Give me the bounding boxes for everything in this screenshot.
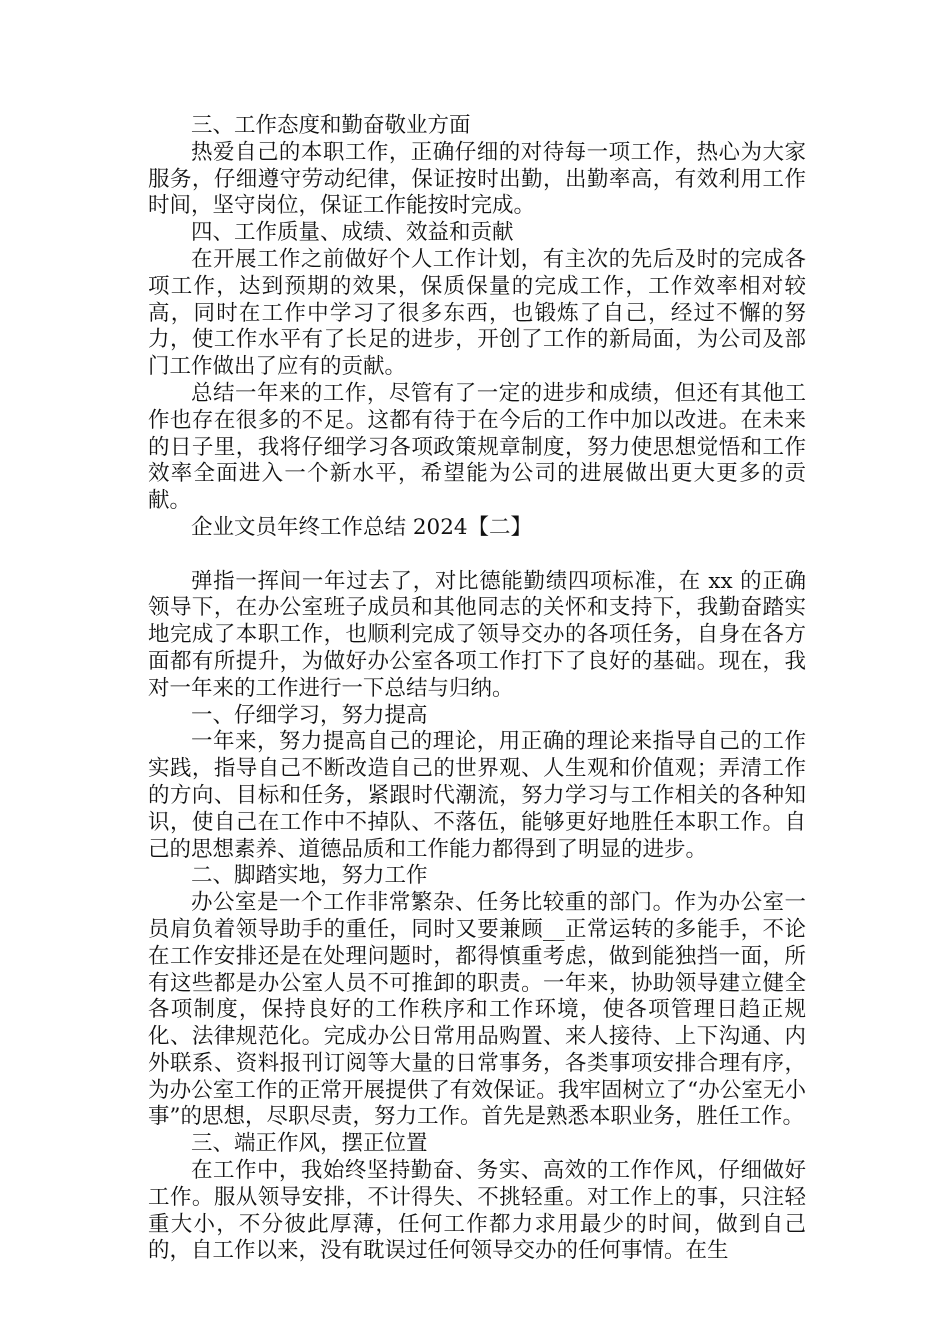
document-page [148, 113, 806, 1265]
section-heading-quality: 四、工作质量、成绩、效益和贡献 [191, 220, 514, 246]
section-heading-work: 二、脚踏实地，努力工作 [191, 863, 428, 889]
paragraph-intro: 弹指一挥间一年过去了，对比德能勤绩四项标准，在 xx 的正确领导下，在办公室班子成员和其他同志的关怀和支持下，我勤奋踏实地完成了本职工作，也顺利完成了领导交办的各项任务，自身在各方面都有所提升，为做好办公室各项工作打下了良好的基础。现在，我对一年来的工作进行一下总结与归纳。 [148, 568, 806, 701]
paragraph-quality: 在开展工作之前做好个人工作计划，有主次的先后及时的完成各项工作，达到预期的效果，保质保量的完成工作，工作效率相对较高，同时在工作中学习了很多东西，也锻炼了自己，经过不懈的努力，使工作水平有了长足的进步，开创了工作的新局面，为公司及部门工作做出了应有的贡献。 [148, 246, 806, 380]
section-heading-attitude: 三、工作态度和勤奋敬业方面 [191, 113, 471, 138]
blank-line [148, 542, 806, 569]
paragraph-summary: 总结一年来的工作，尽管有了一定的进步和成绩，但还有其他工作也存在很多的不足。这都有待于在今后的工作中加以改进。在未来的日子里，我将仔细学习各项政策规章制度，努力使思想觉悟和工作效率全面进入一个新水平，希望能为公司的进展做出更大更多的贡献。 [148, 380, 806, 514]
section-heading-style: 三、端正作风，摆正位置 [191, 1131, 428, 1157]
paragraph-study: 一年来，努力提高自己的理论，用正确的理论来指导自己的工作实践，指导自己不断改造自己的世界观、人生观和价值观；弄清工作的方向、目标和任务，紧跟时代潮流，努力学习与工作相关的各种知识，使自己在工作中不掉队、不落伍，能够更好地胜任本职工作。自己的思想素养、道德品质和工作能力都得到了明显的进步。 [148, 729, 806, 862]
paragraph-attitude: 热爱自己的本职工作，正确仔细的对待每一项工作，热心为大家服务，仔细遵守劳动纪律，保证按时出勤，出勤率高，有效利用工作时间，坚守岗位，保证工作能按时完成。 [148, 139, 806, 219]
document-subtitle: 企业文员年终工作总结 2024【二】 [191, 514, 533, 540]
section-heading-study: 一、仔细学习，努力提高 [191, 702, 428, 728]
paragraph-work: 办公室是一个工作非常繁杂、任务比较重的部门。作为办公室一员肩负着领导助手的重任，同时又要兼顾__正常运转的多能手，不论在工作安排还是在处理问题时，都得慎重考虑，做到能独挡一面，所有这些都是办公室人员不可推卸的职责。一年来，协助领导建立健全各项制度，保持良好的工作秩序和工作环境，使各项管理日趋正规化、法律规范化。完成办公日常用品购置、来人接待、上下沟通、内外联系、资料报刊订阅等大量的日常事务，各类事项安排合理有序，为办公室工作的正常开展提供了有效保证。我牢固树立了“办公室无小事”的思想，尽职尽责，努力工作。首先是熟悉本职业务，胜任工作。 [148, 890, 806, 1130]
paragraph-style: 在工作中，我始终坚持勤奋、务实、高效的工作作风，仔细做好工作。服从领导安排，不计得失、不挑轻重。对工作上的事，只注轻重大小，不分彼此厚薄，任何工作都力求用最少的时间，做到自己的，自工作以来，没有耽误过任何领导交办的任何事情。在生 [148, 1158, 806, 1264]
